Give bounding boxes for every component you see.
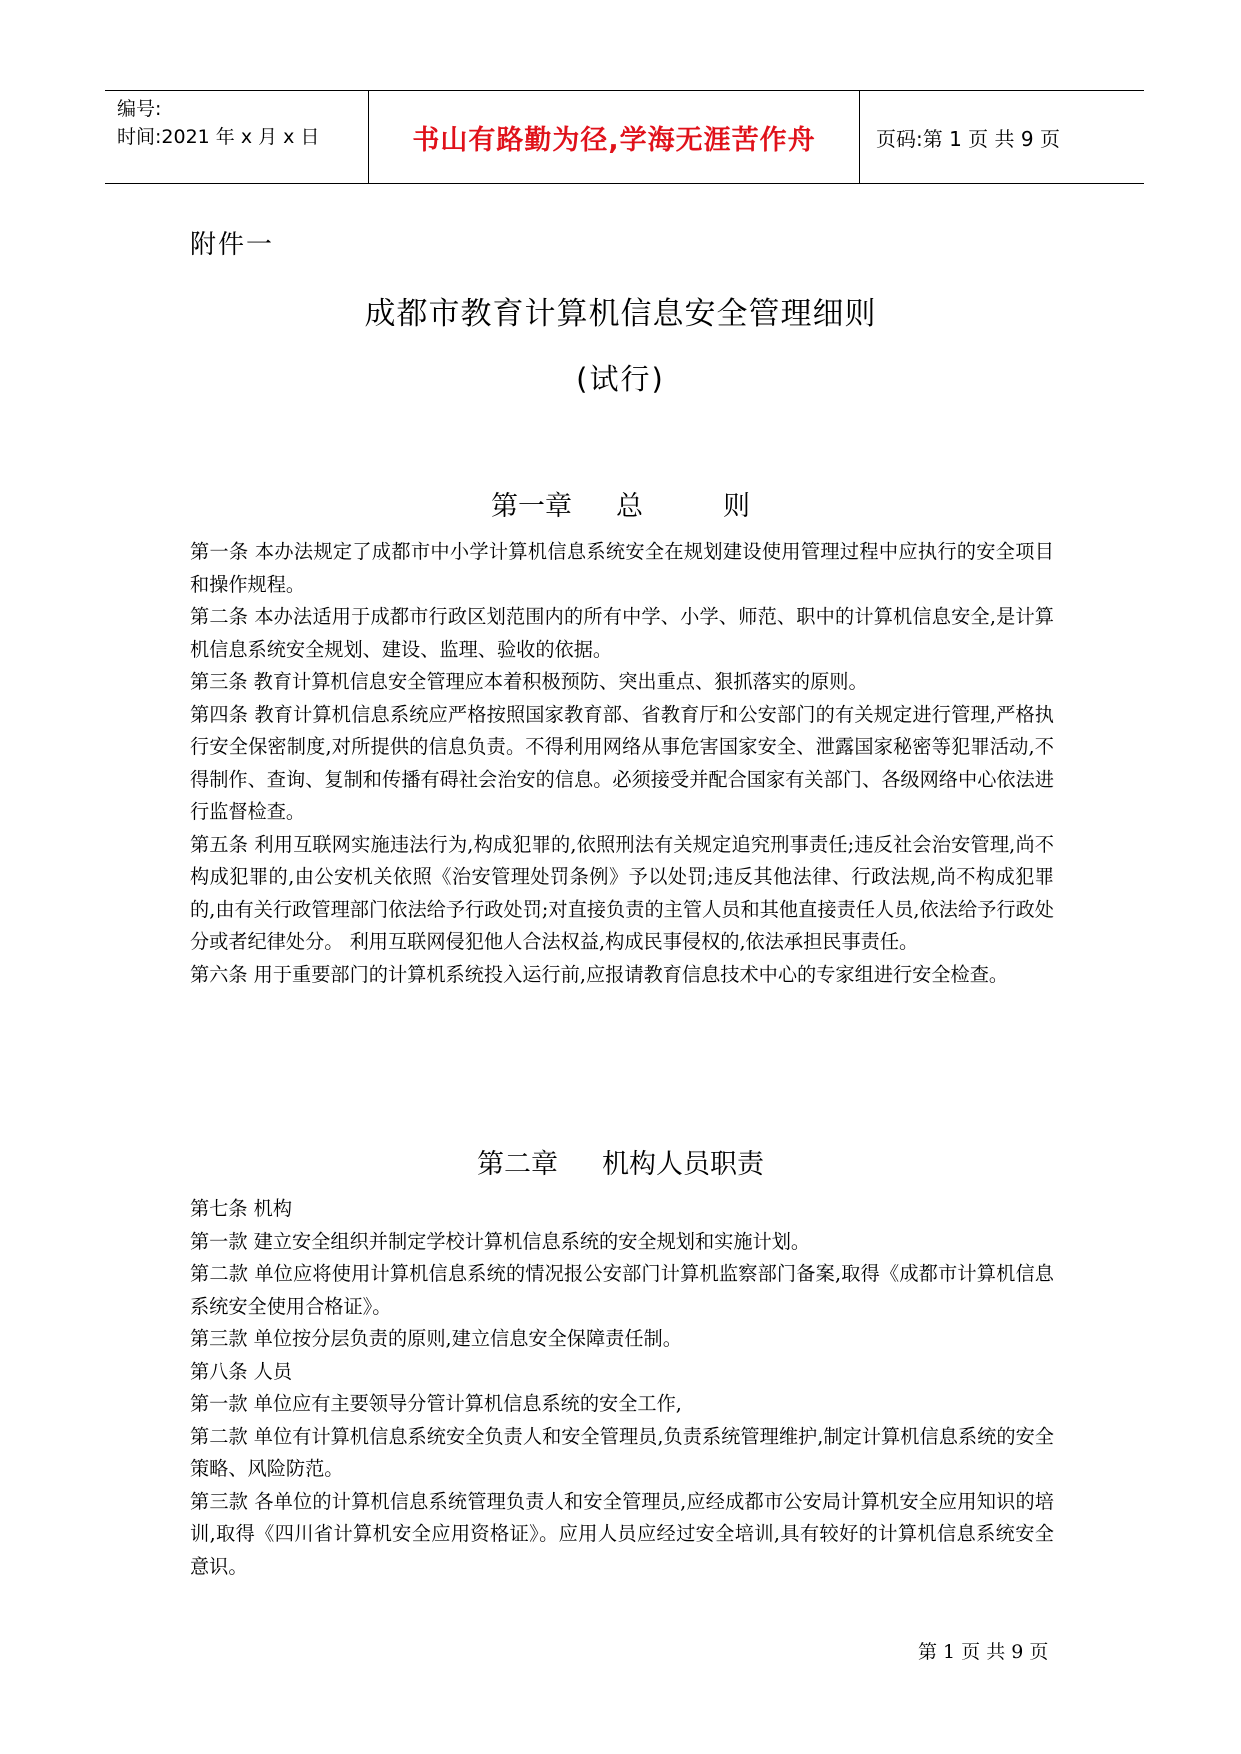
header-page-number: 页码:第 1 页 共 9 页 bbox=[876, 126, 1060, 151]
document-title: 成都市教育计算机信息安全管理细则 bbox=[364, 296, 877, 332]
article-paragraph: 第八条 人员 bbox=[190, 1359, 293, 1383]
article-paragraph: 第五条 利用互联网实施违法行为,构成犯罪的,依照刑法有关规定追究刑事责任;违反社会治安管理,尚不构成犯罪的,由公安机关依照《治安管理处罚条例》予以处罚;违反其他法律、行政法规,尚不构成犯罪的,由有关行政管理部门依法给予行政处罚;对直接负责的主管人员和其他直接责任人员,依法给予行政处分或者纪律处分。 利用互联网侵犯他人合法权益,构成民事侵权的,依法承担民事责任。 bbox=[190, 832, 1054, 953]
header-motto: 书山有路勤为径,学海无涯苦作舟 bbox=[368, 91, 860, 183]
header-meta bbox=[105, 91, 368, 183]
document-subtitle: (试行) bbox=[576, 362, 665, 396]
article-paragraph: 第三款 各单位的计算机信息系统管理负责人和安全管理员,应经成都市公安局计算机安全应用知识的培训,取得《四川省计算机安全应用资格证》。应用人员应经过安全培训,具有较好的计算机信息系统安全意识。 bbox=[190, 1489, 1054, 1578]
article-paragraph: 第二条 本办法适用于成都市行政区划范围内的所有中学、小学、师范、职中的计算机信息安全,是计算机信息系统安全规划、建设、监理、验收的依据。 bbox=[190, 605, 1054, 661]
article-paragraph: 第二款 单位有计算机信息系统安全负责人和安全管理员,负责系统管理维护,制定计算机信息系统的安全策略、风险防范。 bbox=[190, 1424, 1054, 1480]
page-header bbox=[105, 90, 1144, 184]
document-number-label: 编号: bbox=[117, 98, 162, 120]
chapter-1-number: 第一章 bbox=[491, 491, 572, 522]
chapter-2-title: 机构人员职责 bbox=[602, 1149, 764, 1180]
article-paragraph: 第三条 教育计算机信息安全管理应本着积极预防、突出重点、狠抓落实的原则。 bbox=[190, 670, 868, 693]
article-paragraph: 第二款 单位应将使用计算机信息系统的情况报公安部门计算机监察部门备案,取得《成都市计算机信息系统安全使用合格证》。 bbox=[190, 1262, 1054, 1318]
article-paragraph: 第六条 用于重要部门的计算机系统投入运行前,应报请教育信息技术中心的专家组进行安全检查。 bbox=[190, 962, 1009, 986]
article-paragraph: 第一款 建立安全组织并制定学校计算机信息系统的安全规划和实施计划。 bbox=[190, 1229, 811, 1253]
chapter-1-body bbox=[190, 536, 1054, 991]
article-paragraph: 第四条 教育计算机信息系统应严格按照国家教育部、省教育厅和公安部门的有关规定进行管理,严格执行安全保密制度,对所提供的信息负责。不得利用网络从事危害国家安全、泄露国家秘密等犯罪活动,不得制作、查询、复制和传播有碍社会治安的信息。必须接受并配合国家有关部门、各级网络中心依法进行监督检查。 bbox=[190, 702, 1054, 823]
chapter-2-number: 第二章 bbox=[477, 1149, 558, 1180]
attachment-label: 附件一 bbox=[190, 230, 275, 260]
page-footer: 第 1 页 共 9 页 bbox=[918, 1641, 1049, 1663]
article-paragraph: 第三款 单位按分层负责的原则,建立信息安全保障责任制。 bbox=[190, 1327, 682, 1350]
document-time-label: 时间:2021 年 x 月 x 日 bbox=[117, 126, 320, 148]
article-paragraph: 第七条 机构 bbox=[190, 1197, 293, 1220]
chapter-1-heading bbox=[0, 484, 1241, 523]
chapter-1-title-part-2: 则 bbox=[723, 491, 750, 522]
article-paragraph: 第一款 单位应有主要领导分管计算机信息系统的安全工作, bbox=[190, 1392, 682, 1415]
chapter-2-body bbox=[190, 1193, 1054, 1583]
chapter-1-title-part-1: 总 bbox=[616, 491, 643, 522]
chapter-2-heading bbox=[0, 1142, 1241, 1181]
article-paragraph: 第一条 本办法规定了成都市中小学计算机信息系统安全在规划建设使用管理过程中应执行的安全项目和操作规程。 bbox=[190, 540, 1054, 596]
